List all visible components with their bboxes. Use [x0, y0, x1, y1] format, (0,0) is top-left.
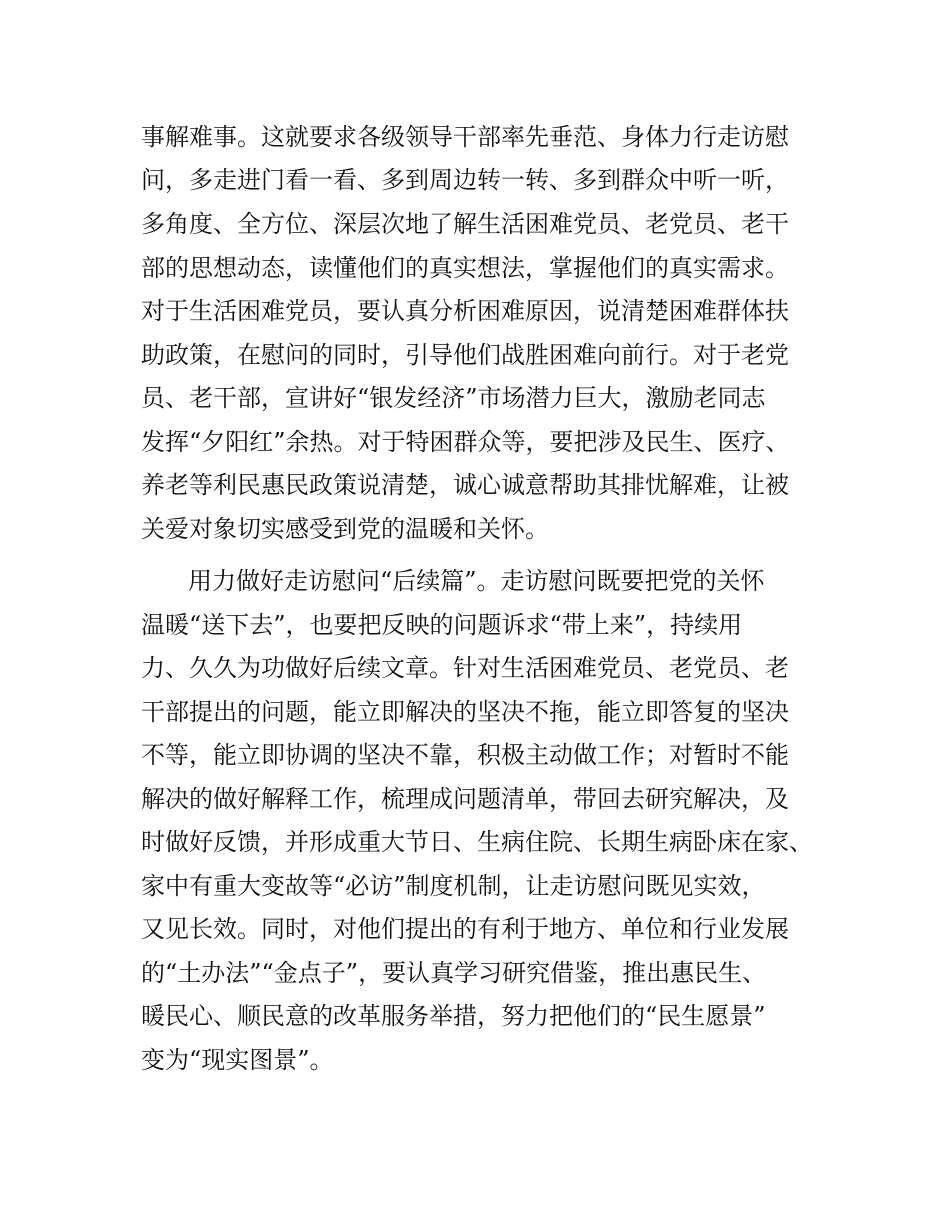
text-line: 又见长效。同时，对他们提出的有利于地方、单位和行业发展: [141, 915, 789, 943]
text-line: 助政策，在慰问的同时，引导他们战胜困难向前行。对于老党: [141, 341, 789, 369]
text-line: 变为“现实图景”。: [141, 1046, 334, 1074]
text-line: 温暖“送下去”，也要把反映的问题诉求“带上来”，持续用: [141, 611, 743, 639]
text-line: 员、老干部，宣讲好“银发经济”市场潜力巨大，激励老同志: [141, 384, 766, 412]
text-line: 部的思想动态，读懂他们的真实想法，掌握他们的真实需求。: [141, 254, 789, 282]
text-line: 关爱对象切实感受到党的温暖和关怀。: [141, 515, 549, 543]
text-line: 干部提出的问题，能立即解决的坚决不拖，能立即答复的坚决: [141, 698, 789, 726]
text-line: 不等，能立即协调的坚决不靠，积极主动做工作；对暂时不能: [141, 741, 789, 769]
text-line: 的“土办法”“金点子”，要认真学习研究借鉴，推出惠民生、: [141, 959, 767, 987]
text-line: 事解难事。这就要求各级领导干部率先垂范、身体力行走访慰: [141, 123, 789, 151]
text-line: 家中有重大变故等“必访”制度机制，让走访慰问既见实效，: [141, 872, 766, 900]
text-line: 时做好反馈，并形成重大节日、生病住院、长期生病卧床在家、: [141, 828, 813, 856]
text-line: 用力做好走访慰问“后续篇”。走访慰问既要把党的关怀: [188, 567, 765, 595]
text-line: 力、久久为功做好后续文章。针对生活困难党员、老党员、老: [141, 654, 789, 682]
text-line: 解决的做好解释工作，梳理成问题清单，带回去研究解决，及: [141, 785, 789, 813]
text-line: 问，多走进门看一看、多到周边转一转、多到群众中听一听，: [141, 166, 789, 194]
text-line: 多角度、全方位、深层次地了解生活困难党员、老党员、老干: [141, 210, 789, 238]
text-line: 养老等利民惠民政策说清楚，诚心诚意帮助其排忧解难，让被: [141, 471, 789, 499]
text-line: 发挥“夕阳红”余热。对于特困群众等，要把涉及民生、医疗、: [141, 428, 790, 456]
text-line: 对于生活困难党员，要认真分析困难原因，说清楚困难群体扶: [141, 297, 789, 325]
text-line: 暖民心、顺民意的改革服务举措，努力把他们的“民生愿景”: [141, 1002, 766, 1030]
